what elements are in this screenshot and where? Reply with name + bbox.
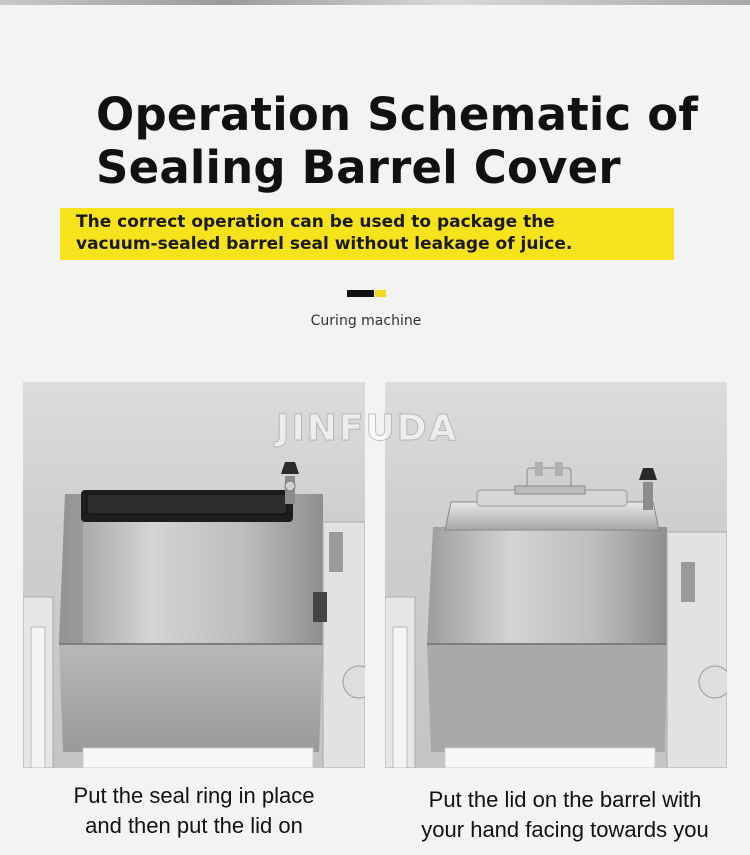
highlight-banner <box>60 208 674 260</box>
section-divider <box>347 290 387 297</box>
page-title <box>96 88 716 194</box>
banner-text <box>76 211 666 255</box>
banner-line-1: The correct operation can be used to package the <box>76 212 555 232</box>
divider-yellow-bar <box>375 290 386 297</box>
divider-black-bar <box>347 290 374 297</box>
step-2-caption <box>400 785 730 845</box>
step-1-caption-line-1: Put the seal ring in place <box>73 783 315 808</box>
top-image-strip <box>0 0 750 5</box>
step-2-caption-line-2: your hand facing towards you <box>421 817 709 842</box>
step-1-caption <box>40 781 348 841</box>
section-subtitle: Curing machine <box>310 313 422 329</box>
title-line-2: Sealing Barrel Cover <box>96 141 621 194</box>
step-2-caption-line-1: Put the lid on the barrel with <box>428 787 702 812</box>
banner-line-2: vacuum-sealed barrel seal without leakage of juice. <box>76 234 573 254</box>
title-line-1: Operation Schematic of <box>96 88 699 141</box>
brand-watermark: JINFUDA <box>276 408 459 449</box>
step-1-caption-line-2: and then put the lid on <box>85 813 303 838</box>
